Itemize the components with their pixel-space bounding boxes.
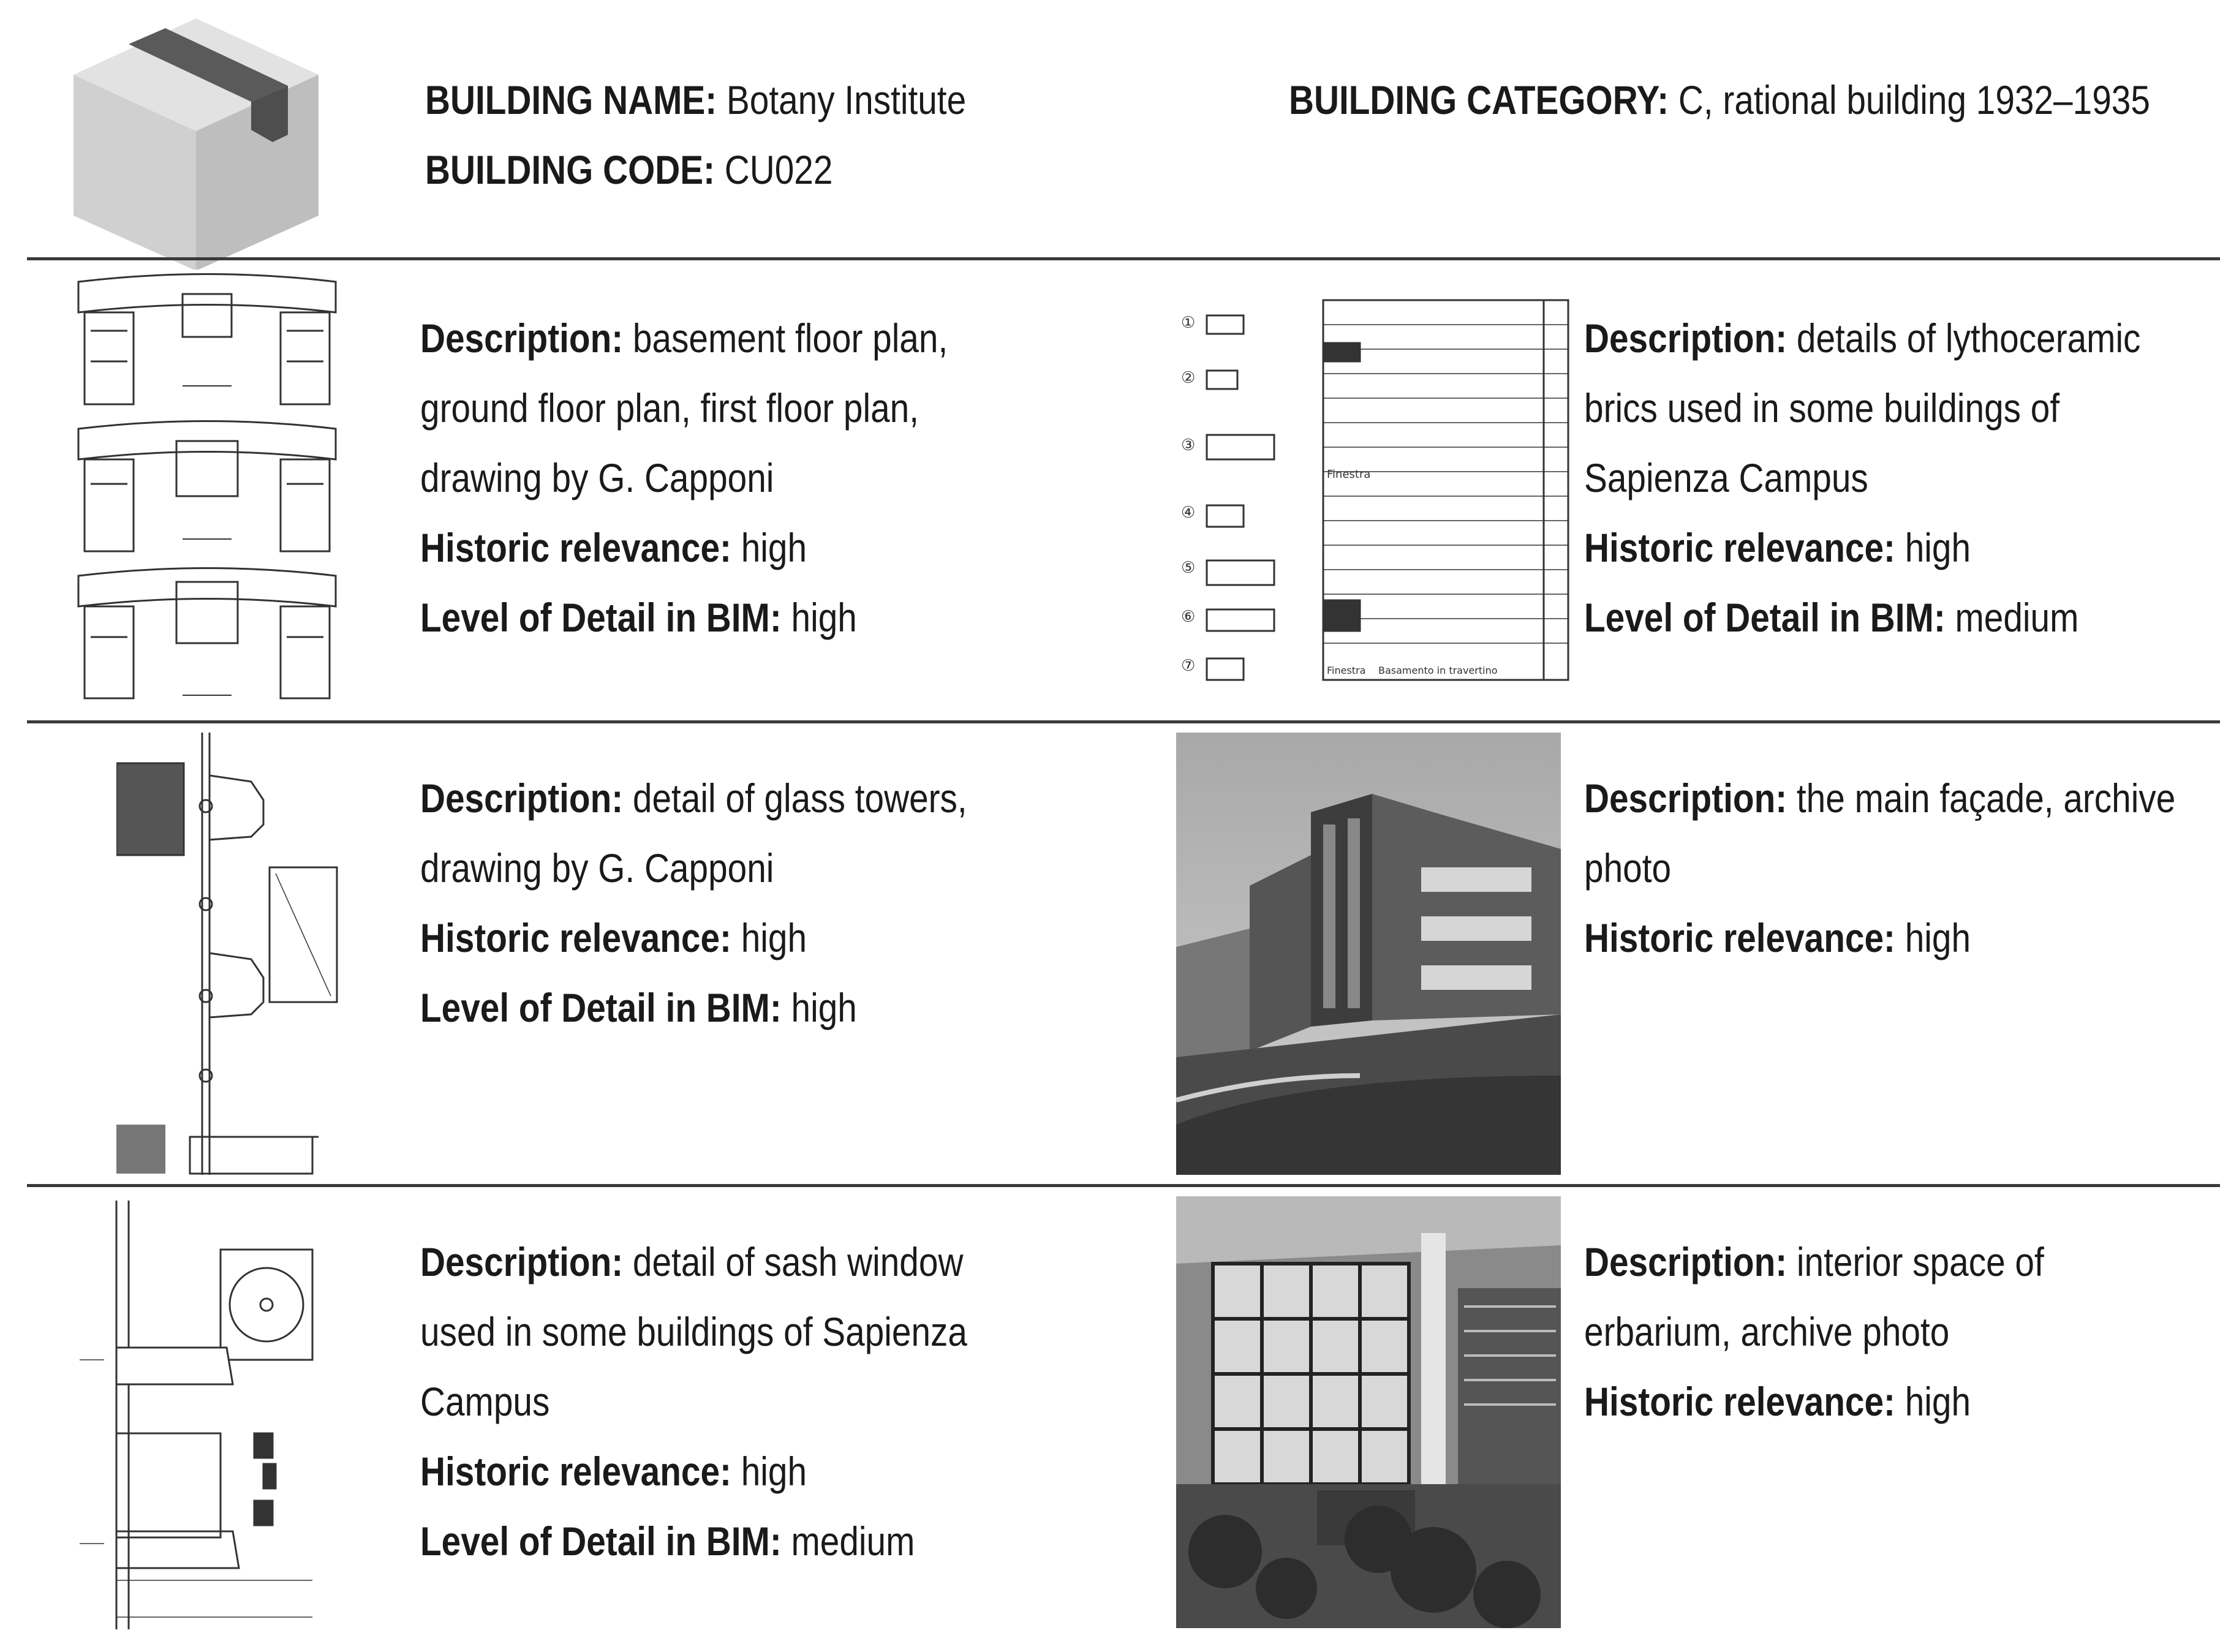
description-text: ground floor plan, first floor plan, <box>420 385 919 431</box>
description-text: drawing by G. Capponi <box>420 455 774 500</box>
description-text: the main façade, archive <box>1787 775 2176 821</box>
lod-label: Level of Detail in BIM: <box>1584 595 1946 640</box>
historic-relevance-value: high <box>1895 915 1971 960</box>
description-label: Description: <box>1584 315 1787 361</box>
building-category-value: C, rational building 1932–1935 <box>1669 77 2150 123</box>
historic-relevance-label: Historic relevance: <box>1584 1379 1895 1424</box>
entry-glass-towers <box>420 763 967 1043</box>
building-name <box>425 65 966 135</box>
lod-value: high <box>781 595 857 640</box>
entry-main-facade <box>1584 763 2175 973</box>
historic-relevance-label: Historic relevance: <box>1584 525 1895 570</box>
brick-label: ④ <box>1181 504 1196 522</box>
historic-relevance-value: high <box>731 525 807 570</box>
description-text: used in some buildings of Sapienza <box>420 1309 967 1354</box>
divider <box>27 257 2220 260</box>
description-text: details of lythoceramic <box>1787 315 2141 361</box>
lod-value: medium <box>781 1518 915 1564</box>
brick-label: ⑤ <box>1181 559 1196 577</box>
lod-label: Level of Detail in BIM: <box>420 985 782 1030</box>
building-name-value: Botany Institute <box>717 77 967 123</box>
lod-label: Level of Detail in BIM: <box>420 1518 782 1564</box>
description-text: detail of sash window <box>623 1239 964 1284</box>
description-text: Campus <box>420 1379 550 1424</box>
description-text: basement floor plan, <box>623 315 948 361</box>
brick-details-drawing <box>1176 288 1574 698</box>
erbarium-interior-photo <box>1176 1196 1561 1628</box>
divider <box>27 1184 2220 1187</box>
basamento-label: Basamento in travertino <box>1378 665 1498 676</box>
historic-relevance-value: high <box>731 1449 807 1494</box>
brick-label: ③ <box>1181 436 1196 454</box>
description-label: Description: <box>420 1239 624 1284</box>
building-code <box>425 135 832 205</box>
glass-tower-drawing <box>116 733 349 1175</box>
lod-value: medium <box>1945 595 2079 640</box>
description-text: detail of glass towers, <box>623 775 967 821</box>
description-text: brics used in some buildings of <box>1584 385 2060 431</box>
entry-brick-details <box>1584 303 2140 652</box>
description-text: erbarium, archive photo <box>1584 1309 1950 1354</box>
main-facade-photo <box>1176 733 1561 1175</box>
lod-value: high <box>781 985 857 1030</box>
divider <box>27 720 2220 723</box>
finestra-label: Finestra <box>1327 468 1371 481</box>
entry-sash-window <box>420 1227 967 1576</box>
building-cube-icon <box>67 13 325 271</box>
description-text: photo <box>1584 845 1672 891</box>
building-category <box>1289 65 2150 135</box>
historic-relevance-value: high <box>1895 1379 1971 1424</box>
building-code-value: CU022 <box>714 147 833 192</box>
description-text: interior space of <box>1787 1239 2044 1284</box>
historic-relevance-label: Historic relevance: <box>1584 915 1895 960</box>
brick-label: ① <box>1181 314 1196 332</box>
building-code-label: BUILDING CODE: <box>425 147 715 192</box>
brick-label: ⑥ <box>1181 608 1196 626</box>
description-label: Description: <box>420 775 624 821</box>
historic-relevance-label: Historic relevance: <box>420 525 731 570</box>
description-label: Description: <box>1584 1239 1787 1284</box>
description-text: drawing by G. Capponi <box>420 845 774 891</box>
historic-relevance-value: high <box>731 915 807 960</box>
description-text: Sapienza Campus <box>1584 455 1868 500</box>
floor-plans-drawing <box>72 270 342 711</box>
description-label: Description: <box>420 315 624 361</box>
description-label: Description: <box>1584 775 1787 821</box>
historic-relevance-label: Historic relevance: <box>420 915 731 960</box>
historic-relevance-value: high <box>1895 525 1971 570</box>
entry-floor-plans <box>420 303 948 652</box>
lod-label: Level of Detail in BIM: <box>420 595 782 640</box>
historic-relevance-label: Historic relevance: <box>420 1449 731 1494</box>
entry-erbarium-interior <box>1584 1227 2044 1436</box>
sash-window-drawing <box>80 1201 337 1629</box>
brick-label: ② <box>1181 369 1196 387</box>
brick-label: ⑦ <box>1181 657 1196 675</box>
building-category-label: BUILDING CATEGORY: <box>1289 77 1669 123</box>
building-name-label: BUILDING NAME: <box>425 77 717 123</box>
finestra-label: Finestra <box>1327 665 1366 676</box>
